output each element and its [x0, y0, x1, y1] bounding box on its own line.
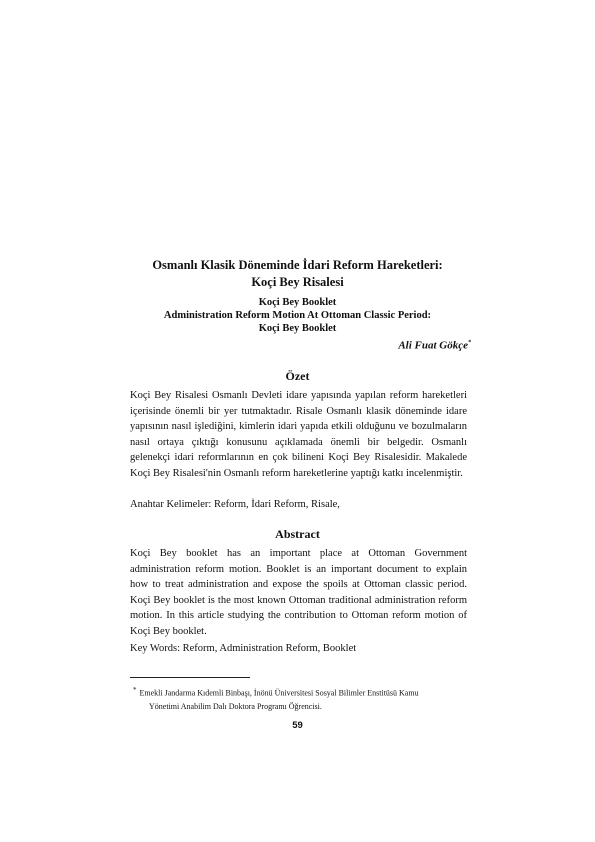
author-name [398, 336, 471, 353]
english-title-line-2: Administration Reform Motion At Ottoman Classic Period: [163, 310, 432, 321]
footnote-divider [130, 677, 250, 678]
footnote [133, 684, 467, 713]
turkish-keywords: Anahtar Kelimeler: Reform, İdari Reform, Risale, [130, 499, 340, 510]
author-footnote-mark: * [468, 340, 471, 346]
ozet-body: Koçi Bey Risalesi Osmanlı Devleti idare yapısında yapılan reform hareketleri içerisinde önemli bir yer tutmaktadır. Risale Osmanlı klasik döneminde idare yapısının nasıl işlediğini, kimlerin idari yapıda etkili olduğunu ve bozulmaların nasıl ortaya çıktığı konusunu açıklamada önemli bir belgedir. Osmanlı gelenekçi idari reformlarının en çok bilineni Koçi Bey Risalesidir. Makalede Koçi Bey Risalesi'nin Osmanlı reform hareketlerine yaptığı katkı incelenmiştir. [130, 390, 467, 479]
footnote-mark: * [133, 686, 137, 694]
english-keywords: Key Words: Reform, Administration Reform, Booklet [130, 643, 357, 654]
english-title-line-1: Koçi Bey Booklet [258, 297, 337, 308]
article-title-line-2: Koçi Bey Risalesi [251, 275, 344, 289]
page-number: 59 [292, 720, 303, 731]
english-title-line-3: Koçi Bey Booklet [258, 323, 337, 334]
abstract-body: Koçi Bey booklet has an important place at Ottoman Government administration reform motion. Booklet is an important document to explain how to treat administration and expose the spoils at Ottoman classic period. Koçi Bey booklet is the most known Ottoman traditional administration reform motion. In this article studying the contribution to Ottoman reform motion of Koçi Bey booklet. [130, 548, 467, 637]
footnote-line-2: Yönetimi Anabilim Dalı Doktora Programı Öğrencisi. [149, 701, 322, 711]
author-name-text: Ali Fuat Gökçe [398, 339, 468, 352]
footnote-line-1: Emekli Jandarma Kıdemli Binbaşı, İnönü Üniversitesi Sosyal Bilimler Enstitüsü Kamu [139, 688, 419, 698]
ozet-heading: Özet [285, 369, 310, 383]
article-title-line-1: Osmanlı Klasik Döneminde İdari Reform Hareketleri: [152, 258, 443, 272]
abstract-heading: Abstract [275, 527, 320, 541]
